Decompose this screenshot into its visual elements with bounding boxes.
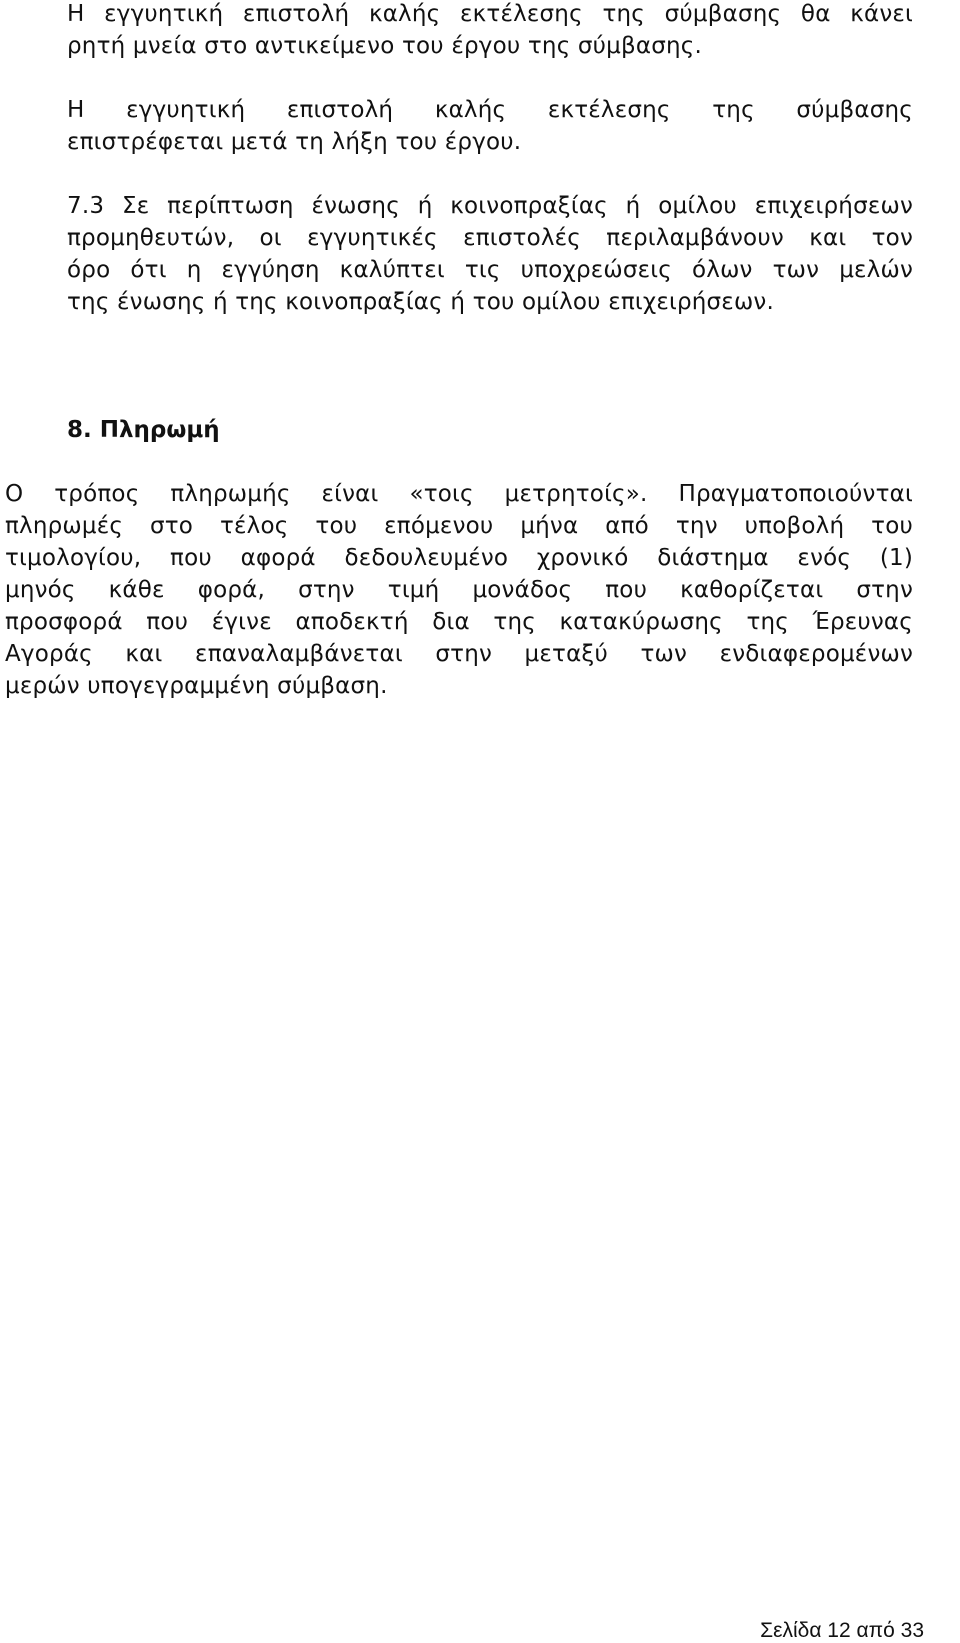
section-8-line-5: προσφορά που έγινε αποδεκτή δια της κατακύρωσης της Έρευνας	[5, 609, 913, 635]
paragraph-7-3-line-1: 7.3 Σε περίπτωση ένωσης ή κοινοπραξίας ή ομίλου επιχειρήσεων	[67, 193, 913, 219]
paragraph-7-3-line-3: όρο ότι η εγγύηση καλύπτει τις υποχρεώσεις όλων των μελών	[67, 257, 913, 283]
section-8-line-2: πληρωμές στο τέλος του επόμενου μήνα από την υποβολή του	[5, 513, 913, 539]
paragraph-1-line-1: Η εγγυητική επιστολή καλής εκτέλεσης της σύμβασης θα κάνει	[67, 1, 913, 27]
section-8-line-1: Ο τρόπος πληρωμής είναι «τοις μετρητοίς». Πραγματοποιούνται	[5, 481, 913, 507]
paragraph-7-3-line-4: της ένωσης ή της κοινοπραξίας ή του ομίλου επιχειρήσεων.	[67, 289, 774, 315]
section-8-line-4: μηνός κάθε φορά, στην τιμή μονάδος που καθορίζεται στην	[5, 577, 913, 603]
section-8-heading: 8. Πληρωμή	[67, 417, 220, 443]
paragraph-7-3-line-2: προμηθευτών, οι εγγυητικές επιστολές περιλαμβάνουν και τον	[67, 225, 913, 251]
paragraph-1-line-2: ρητή μνεία στο αντικείμενο του έργου της σύμβασης.	[67, 33, 703, 59]
paragraph-2-line-1: Η εγγυητική επιστολή καλής εκτέλεσης της σύμβασης	[67, 97, 913, 123]
page-number: Σελίδα 12 από 33	[760, 1619, 924, 1642]
paragraph-2-line-2: επιστρέφεται μετά τη λήξη του έργου.	[67, 129, 522, 155]
section-8-line-6: Αγοράς και επαναλαμβάνεται στην μεταξύ των ενδιαφερομένων	[5, 641, 913, 667]
section-8-line-7: μερών υπογεγραμμένη σύμβαση.	[5, 673, 388, 699]
section-8-line-3: τιμολογίου, που αφορά δεδουλευμένο χρονικό διάστημα ενός (1)	[5, 545, 913, 571]
